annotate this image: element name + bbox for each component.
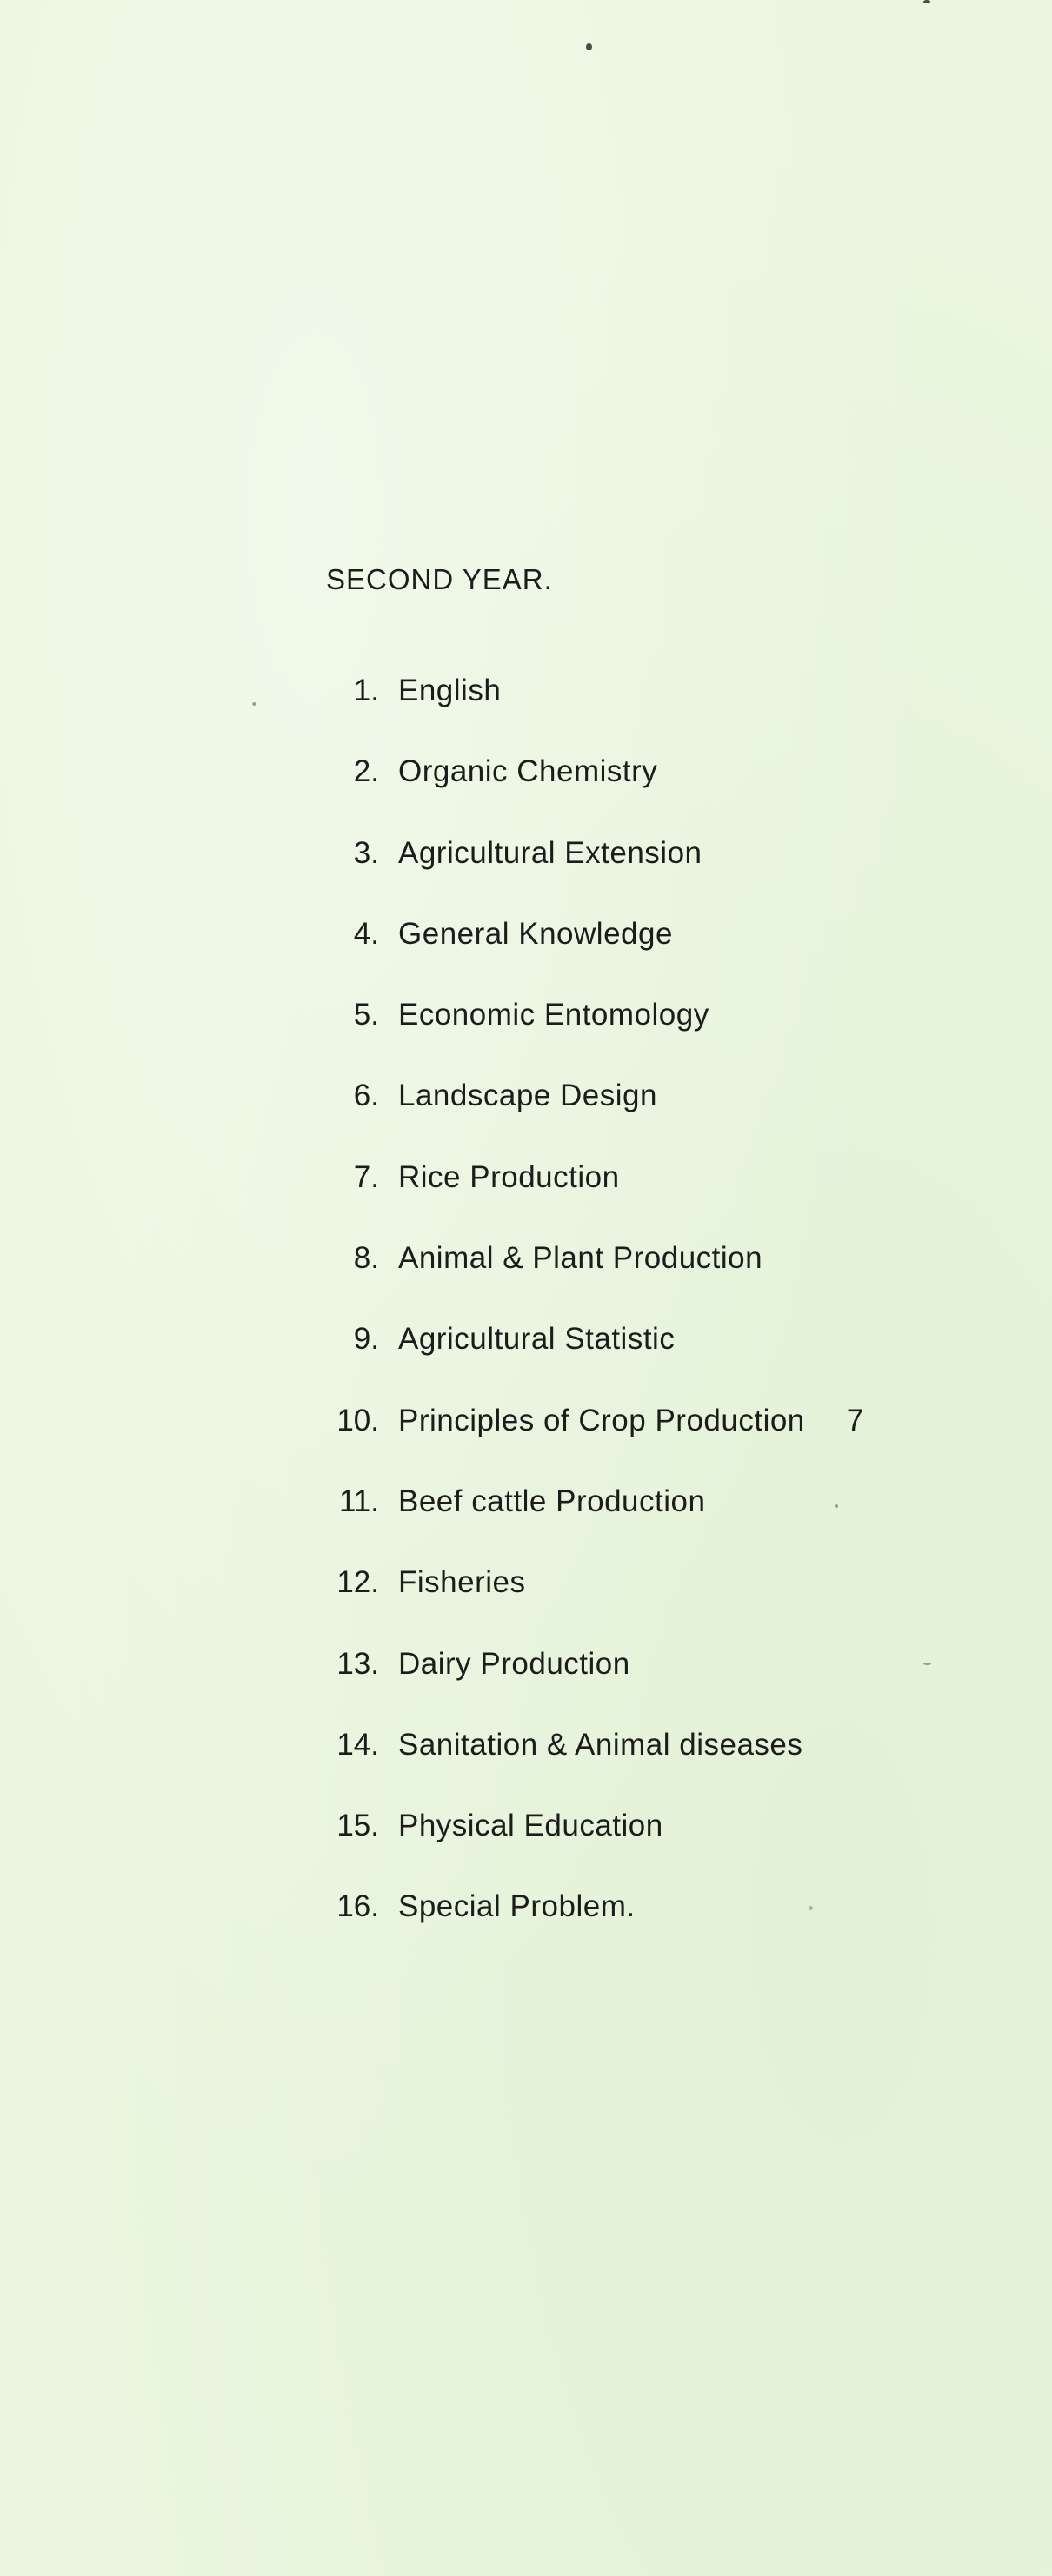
course-item [304, 754, 1000, 835]
course-name: Agricultural Extension [398, 835, 702, 870]
course-name: Special Problem. [398, 1889, 636, 1924]
course-item [304, 1647, 1000, 1728]
section-title: SECOND YEAR. [326, 563, 553, 595]
paper-speck [252, 702, 256, 706]
course-number: 1. [353, 674, 379, 707]
course-list [304, 674, 1000, 1971]
course-number: 9. [353, 1322, 379, 1357]
course-number: 5. [353, 998, 379, 1032]
course-name: Organic Chemistry [398, 754, 658, 789]
course-number: 2. [353, 754, 379, 789]
course-item [304, 1322, 1000, 1403]
course-number: 16. [336, 1889, 379, 1924]
course-item [304, 836, 1000, 917]
course-item [304, 1809, 1000, 1889]
course-item [304, 1728, 1000, 1809]
course-item [304, 1160, 1000, 1241]
course-item [304, 1079, 1000, 1159]
course-item [304, 1404, 1000, 1484]
course-name: Landscape Design [398, 1079, 657, 1113]
course-item [304, 1889, 1000, 1970]
course-number: 10. [336, 1403, 379, 1437]
course-number: 12. [336, 1565, 379, 1600]
course-name: Sanitation & Animal diseases [398, 1727, 803, 1762]
course-number: 3. [353, 835, 379, 870]
course-item [304, 1565, 1000, 1646]
paper-speck [586, 43, 592, 50]
paper-speck [923, 0, 930, 3]
course-item [304, 998, 1000, 1079]
course-item [304, 674, 1000, 754]
course-name: Principles of Crop Production [398, 1403, 805, 1437]
course-name: Beef cattle Production [398, 1484, 706, 1518]
margin-mark: 7 [846, 1403, 864, 1437]
course-name: Economic Entomology [398, 998, 709, 1032]
course-name: Animal & Plant Production [398, 1241, 763, 1276]
course-number: 6. [353, 1079, 379, 1113]
course-item [304, 917, 1000, 998]
course-number: 14. [336, 1727, 379, 1762]
course-number: 15. [336, 1809, 379, 1843]
course-number: 13. [336, 1646, 379, 1681]
course-item [304, 1241, 1000, 1322]
course-number: 7. [353, 1159, 379, 1194]
course-name: Fisheries [398, 1565, 526, 1600]
course-name: Rice Production [398, 1159, 620, 1194]
course-name: Agricultural Statistic [398, 1322, 676, 1357]
course-item [304, 1484, 1000, 1565]
course-name: English [398, 674, 502, 707]
course-name: Physical Education [398, 1809, 663, 1843]
course-name: Dairy Production [398, 1646, 630, 1681]
course-number: 8. [353, 1241, 379, 1276]
course-number: 11. [338, 1484, 379, 1518]
course-name: General Knowledge [398, 916, 673, 951]
course-number: 4. [353, 916, 379, 951]
